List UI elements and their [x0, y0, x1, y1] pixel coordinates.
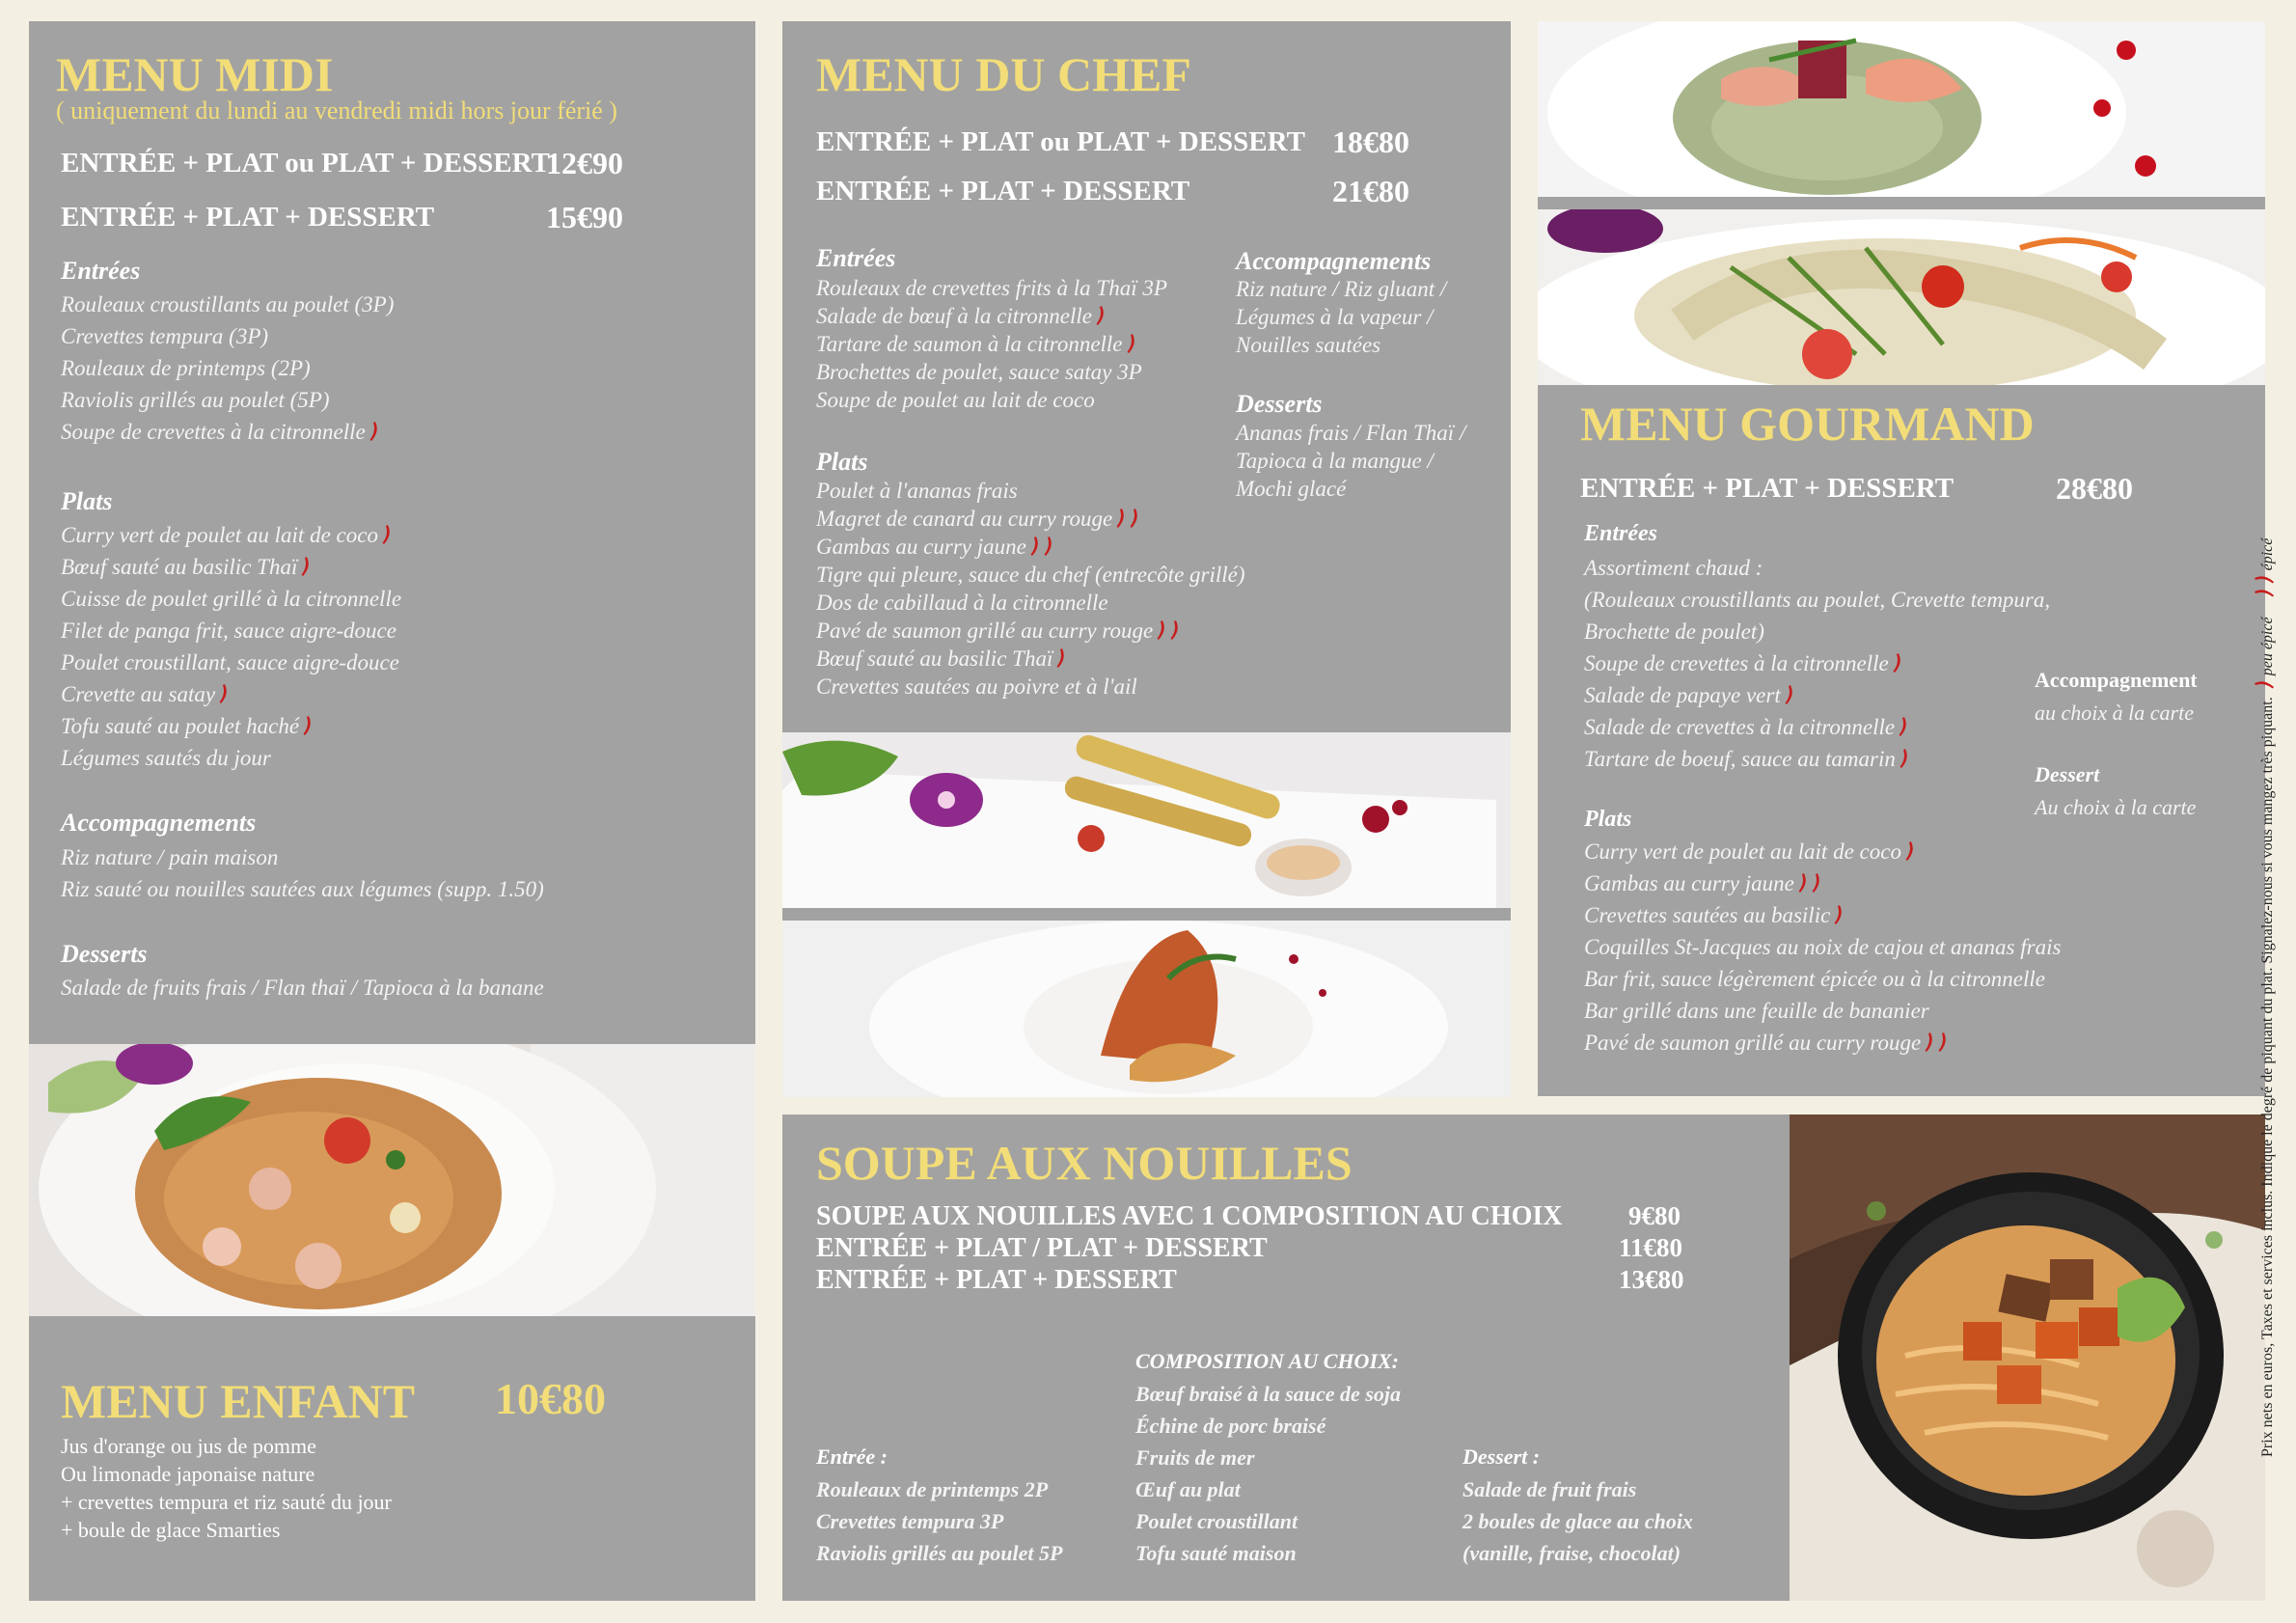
dish-list [816, 477, 1245, 701]
dish-name: Raviolis grillés au poulet 5P [816, 1541, 1063, 1565]
dish-name: Bar grillé dans une feuille de bananier [1584, 999, 1929, 1023]
price-row [61, 146, 623, 180]
list-item [1584, 836, 2061, 867]
photo-divider [782, 908, 1511, 921]
chili-icon [1796, 872, 1808, 894]
dish-list [816, 1473, 1062, 1569]
chili-icon [2254, 588, 2275, 599]
dish-name: Rouleaux de crevettes frits à la Thaï 3P [816, 276, 1167, 300]
dish-list [61, 972, 544, 1004]
list-item [816, 1473, 1062, 1505]
text-line: Jus d'orange ou jus de pomme [61, 1434, 316, 1458]
dish-list [1584, 552, 2050, 775]
green-curry-shrimp-photo [1538, 21, 2265, 197]
dish-name: Soupe de poulet au lait de coco [816, 388, 1095, 412]
list-item [1135, 1537, 1401, 1569]
dish-name: (vanille, fraise, chocolat) [1462, 1541, 1681, 1565]
formula-label: ENTRÉE + PLAT ou PLAT + DESSERT [61, 148, 550, 179]
formula-price: 12€90 [546, 146, 623, 180]
list-item: Au choix à la carte [2035, 795, 2197, 819]
section-heading-entrees: Entrées [816, 244, 896, 272]
list-item [61, 710, 401, 742]
side-note-text: Prix nets en euros, Taxes et services inclus. Indique le degré de piquant du plat. Signalez-nous si vous mangez très piquant. [2259, 697, 2276, 1457]
price-row [816, 1265, 1684, 1296]
dish-name: Gambas au curry jaune [1584, 871, 1794, 895]
list-item [816, 302, 1167, 330]
list-item [1584, 899, 2061, 931]
section-heading-desserts: Desserts [61, 940, 148, 968]
list-item [816, 358, 1167, 386]
list-item [61, 519, 401, 551]
list-item [1584, 584, 2050, 616]
chili-icon [217, 683, 229, 704]
formula-price: 15€90 [546, 200, 623, 234]
text-line: + boule de glace Smarties [61, 1518, 281, 1542]
dish-name: Tigre qui pleure, sauce du chef (entrecôte grillé) [816, 563, 1245, 587]
photo-divider [1538, 197, 2265, 209]
dish-name: Coquilles St-Jacques au noix de cajou et ananas frais [1584, 935, 2062, 959]
formula-label: ENTRÉE + PLAT + DESSERT [61, 202, 435, 233]
list-item [1135, 1410, 1401, 1442]
dish-list [1236, 275, 1446, 359]
dish-name: Pavé de saumon grillé au curry rouge [1584, 1031, 1922, 1055]
text-line: + crevettes tempura et riz sauté du jour [61, 1490, 392, 1514]
dish-name: Rouleaux croustillants au poulet (3P) [61, 292, 395, 316]
dish-name: Assortiment chaud : [1584, 556, 1763, 580]
dish-name: Poulet croustillant [1135, 1509, 1298, 1533]
list-item [61, 615, 401, 646]
chili-icon [1891, 652, 1902, 674]
chili-icon [2254, 574, 2275, 586]
accompagnement-text [2035, 697, 2194, 729]
dish-name: 2 boules de glace au choix [1462, 1509, 1693, 1533]
list-item [816, 561, 1245, 589]
list-item [1584, 711, 2050, 743]
dish-name: Salade de crevettes à la citronnelle [1584, 715, 1896, 739]
text-line: Ou limonade japonaise nature [61, 1462, 315, 1486]
dish-name: Crevettes sautées au basilic [1584, 903, 1831, 927]
list-item [1135, 1442, 1401, 1473]
list-item [61, 352, 394, 384]
list-item [1135, 1473, 1401, 1505]
section-heading-entrees: Entrées [1584, 521, 1658, 546]
price-row [816, 124, 1409, 159]
price-row [816, 1233, 1683, 1264]
dish-name: Cuisse de poulet grillé à la citronnelle [61, 587, 402, 611]
list-item [1584, 647, 2050, 679]
list-item [61, 551, 401, 583]
list-item [61, 841, 544, 873]
chili-icon [1810, 872, 1821, 894]
chili-icon [1094, 305, 1106, 326]
dish-list [1584, 836, 2061, 1059]
dish-name: Légumes sautés du jour [61, 746, 271, 770]
section-heading-plats: Plats [1584, 807, 1632, 832]
dish-name: Salade de fruit frais [1462, 1477, 1637, 1501]
section-heading-entree: Entrée : [816, 1444, 888, 1469]
list-item [816, 1537, 1062, 1569]
tom-yum-soup-photo [29, 1044, 755, 1316]
formula-label: ENTRÉE + PLAT ou PLAT + DESSERT [816, 126, 1305, 157]
list-item [61, 384, 394, 416]
chili-icon [1155, 619, 1166, 641]
list-item [1584, 867, 2061, 899]
section-heading-plats: Plats [816, 448, 868, 476]
list-item [1584, 743, 2050, 775]
section-heading-accompagnement: Accompagnement [2035, 668, 2198, 692]
list-item: au choix à la carte [2035, 701, 2194, 725]
chili-icon [1923, 1032, 1934, 1053]
dish-name: Rouleaux de printemps (2P) [61, 356, 311, 380]
dish-list [1135, 1378, 1401, 1569]
chili-icon [1042, 536, 1053, 557]
dish-name: Soupe de crevettes à la citronnelle [61, 420, 366, 444]
noodle-soup-photo [1790, 1114, 2265, 1601]
list-item [1135, 1505, 1401, 1537]
menu-chef-title: MENU DU CHEF [816, 47, 1191, 101]
price-row [816, 1201, 1681, 1232]
price-row [1580, 471, 2133, 506]
section-heading-entrees: Entrées [61, 257, 141, 285]
price-row [61, 200, 623, 234]
chili-icon [1903, 840, 1915, 862]
chili-icon [1128, 508, 1139, 529]
chili-icon [1897, 716, 1908, 737]
formula-price: 13€80 [1619, 1265, 1684, 1294]
section-heading-plats: Plats [61, 487, 113, 515]
dish-name: Brochette de poulet) [1584, 619, 1764, 644]
dish-name: Brochettes de poulet, sauce satay 3P [816, 360, 1142, 384]
dish-name: (Rouleaux croustillants au poulet, Crevette tempura, [1584, 588, 2051, 612]
dish-name: Bœuf sauté au basilic Thaï [61, 555, 298, 579]
papaya-salad-photo [1538, 209, 2265, 385]
list-item [61, 678, 401, 710]
dish-list [1236, 419, 1465, 503]
section-heading-accompagnements: Accompagnements [1236, 247, 1432, 275]
dish-name: Crevettes sautées au poivre et à l'ail [816, 674, 1137, 699]
dish-list [61, 841, 544, 905]
dish-name: Salade de fruits frais / Flan thaï / Tapioca à la banane [61, 976, 544, 1000]
dish-name: Curry vert de poulet au lait de coco [61, 523, 378, 547]
chili-icon [1783, 684, 1794, 705]
list-item [816, 477, 1245, 505]
list-item [1236, 303, 1446, 331]
formula-label: SOUPE AUX NOUILLES AVEC 1 COMPOSITION AU CHOIX [816, 1201, 1563, 1231]
dish-name: Poulet croustillant, sauce aigre-douce [61, 650, 399, 674]
chili-icon [1028, 536, 1040, 557]
section-heading-dessert: Dessert [2035, 762, 2100, 786]
dish-name: Œuf au plat [1135, 1477, 1241, 1501]
formula-label: ENTRÉE + PLAT + DESSERT [816, 1265, 1177, 1295]
price-row [816, 174, 1409, 208]
formula-label: ENTRÉE + PLAT + DESSERT [816, 176, 1190, 206]
list-item [1236, 447, 1465, 475]
list-item [1462, 1505, 1693, 1537]
list-item [61, 873, 544, 905]
list-item [61, 742, 401, 774]
list-item [61, 583, 401, 615]
chili-icon [1125, 333, 1136, 354]
dish-name: Pavé de saumon grillé au curry rouge [816, 619, 1154, 643]
formula-label: ENTRÉE + PLAT + DESSERT [1580, 473, 1954, 504]
chili-icon [1832, 904, 1844, 925]
dish-name: Échine de porc braisé [1135, 1414, 1326, 1438]
chicken-satay-photo [782, 732, 1511, 908]
dish-name: Tartare de saumon à la citronnelle [816, 332, 1123, 356]
dish-name: Nouilles sautées [1236, 333, 1381, 357]
dish-name: Filet de panga frit, sauce aigre-douce [61, 619, 396, 643]
dish-name: Soupe de crevettes à la citronnelle [1584, 651, 1889, 675]
dish-name: Raviolis grillés au poulet (5P) [61, 388, 330, 412]
chili-icon [1054, 647, 1066, 669]
list-item [61, 416, 394, 448]
dish-name: Ananas frais / Flan Thaï / [1236, 421, 1466, 445]
list-item [1236, 419, 1465, 447]
list-item [1584, 552, 2050, 584]
list-item [816, 673, 1245, 701]
prawn-dish-photo [782, 921, 1511, 1097]
dish-name: Tartare de boeuf, sauce au tamarin [1584, 747, 1896, 771]
list-item [1135, 1378, 1401, 1410]
section-heading-accompagnements: Accompagnements [61, 809, 257, 837]
menu-gourmand-title: MENU GOURMAND [1580, 397, 2035, 451]
list-item [816, 386, 1167, 414]
dish-name: Crevette au satay [61, 682, 216, 706]
dish-name: Bœuf braisé à la sauce de soja [1135, 1382, 1401, 1406]
list-item [816, 274, 1167, 302]
dish-name: Riz sauté ou nouilles sautées aux légumes (supp. 1.50) [61, 877, 544, 901]
dish-name: Riz nature / Riz gluant / [1236, 277, 1447, 301]
dish-name: Salade de papaye vert [1584, 683, 1781, 707]
list-item [816, 645, 1245, 673]
epice-label: épicé [2259, 537, 2276, 571]
section-heading-desserts: Desserts [1236, 390, 1323, 418]
dish-name: Crevettes tempura (3P) [61, 324, 269, 348]
dish-name: Rouleaux de printemps 2P [816, 1477, 1049, 1501]
chili-icon [380, 524, 392, 545]
formula-price: 18€80 [1332, 124, 1409, 159]
dish-name: Bœuf sauté au basilic Thaï [816, 646, 1053, 671]
formula-price: 9€80 [1628, 1201, 1681, 1230]
list-item [1462, 1537, 1693, 1569]
chili-icon [2254, 679, 2275, 691]
list-item [816, 330, 1167, 358]
list-item [816, 589, 1245, 617]
dish-name: Crevettes tempura 3P [816, 1509, 1004, 1533]
list-item [1584, 1027, 2061, 1059]
soupe-title: SOUPE AUX NOUILLES [816, 1136, 1353, 1190]
menu-enfant-title: MENU ENFANT [61, 1374, 416, 1428]
dish-name: Salade de bœuf à la citronnelle [816, 304, 1092, 328]
dish-name: Riz nature / pain maison [61, 845, 279, 869]
dish-name: Poulet à l'ananas frais [816, 479, 1018, 503]
list-item [816, 505, 1245, 533]
chili-icon [1168, 619, 1180, 641]
dish-list [61, 289, 394, 448]
dish-name: Tofu sauté maison [1135, 1541, 1297, 1565]
dish-list [816, 274, 1167, 414]
list-item [1236, 331, 1446, 359]
list-item [1584, 931, 2061, 963]
side-note [2254, 538, 2277, 1457]
peu-epice-label: peu épicé [2259, 617, 2276, 676]
formula-price: 11€80 [1619, 1233, 1683, 1262]
list-item [1584, 616, 2050, 647]
formula-price: 28€80 [2056, 471, 2133, 506]
dish-name: Légumes à la vapeur / [1236, 305, 1434, 329]
chili-icon [301, 715, 313, 736]
list-item [61, 646, 401, 678]
list-item [1584, 995, 2061, 1027]
dessert-text [2035, 791, 2196, 823]
menu-midi-title: MENU MIDI [56, 47, 334, 101]
chili-icon [368, 421, 379, 442]
list-item [61, 972, 544, 1004]
list-item [1236, 475, 1465, 503]
dish-list [61, 519, 401, 774]
dish-name: Tapioca à la mangue / [1236, 449, 1434, 473]
menu-midi-subtitle: ( uniquement du lundi au vendredi midi hors jour férié ) [56, 96, 617, 124]
list-item [1584, 963, 2061, 995]
chili-icon [1898, 748, 1909, 769]
formula-price: 21€80 [1332, 174, 1409, 208]
chili-icon [299, 556, 311, 577]
dish-list [1462, 1473, 1693, 1569]
dish-name: Curry vert de poulet au lait de coco [1584, 839, 1901, 864]
list-item [61, 320, 394, 352]
section-heading-dessert: Dessert : [1462, 1444, 1541, 1469]
chili-icon [1936, 1032, 1948, 1053]
list-item [1236, 275, 1446, 303]
menu-enfant-price: 10€80 [495, 1374, 606, 1423]
dish-name: Fruits de mer [1135, 1445, 1255, 1470]
list-item [816, 617, 1245, 645]
dish-name: Magret de canard au curry rouge [816, 507, 1113, 531]
list-item [61, 289, 394, 320]
menu-enfant-lines [61, 1432, 392, 1544]
section-heading-composition: COMPOSITION AU CHOIX: [1135, 1349, 1400, 1373]
dish-name: Gambas au curry jaune [816, 535, 1026, 559]
dish-name: Mochi glacé [1236, 477, 1347, 501]
dish-name: Tofu sauté au poulet haché [61, 714, 300, 738]
list-item [1462, 1473, 1693, 1505]
chili-icon [1114, 508, 1126, 529]
list-item [1584, 679, 2050, 711]
dish-name: Dos de cabillaud à la citronnelle [816, 591, 1108, 615]
dish-name: Bar frit, sauce légèrement épicée ou à la citronnelle [1584, 967, 2045, 991]
formula-label: ENTRÉE + PLAT / PLAT + DESSERT [816, 1233, 1268, 1263]
list-item [816, 1505, 1062, 1537]
list-item [816, 533, 1245, 561]
